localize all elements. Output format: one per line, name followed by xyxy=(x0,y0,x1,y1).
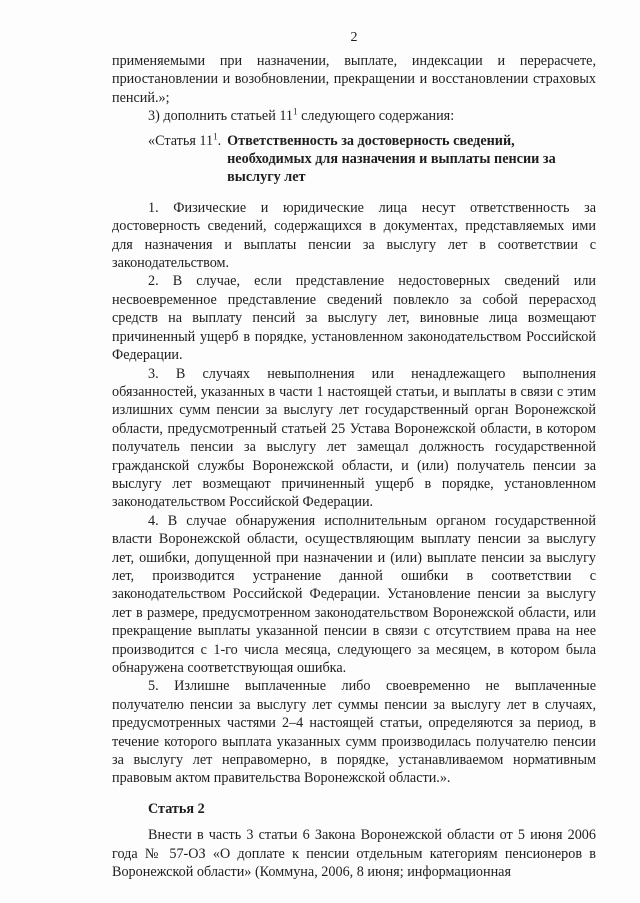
clause-2: 2. В случае, если представление недостоверных сведений или несвоевременное представление сведений повлекло за собой перерасход средств на выплату пенсий за выслугу лет, виновные лица возмещают причиненный ущерб в порядке, установленном законодательством Российской Федерации. xyxy=(112,273,596,364)
clause-1: 1. Физические и юридические лица несут ответственность за достоверность сведений, содержащихся в документах, представляемых ими для назначения и выплаты пенсии за выслугу лет в соответствии с законодательством. xyxy=(112,199,596,272)
article-heading-dot: . xyxy=(217,132,222,149)
item-3-text-before: 3) дополнить статьей 11 xyxy=(148,108,294,125)
page-number: 2 xyxy=(350,30,358,45)
article-heading-superscript: 1 xyxy=(213,130,218,141)
article-11-1-heading xyxy=(148,132,596,187)
article-heading-prefix-text: «Статья 11 xyxy=(148,132,214,149)
item-3-text-after: следующего содержания: xyxy=(297,108,455,125)
item-3-superscript: 1 xyxy=(293,106,298,117)
clause-4: 4. В случае обнаружения исполнительным органом государственной власти Воронежской области, осуществляющим выплату пенсии за выслугу лет, ошибки, допущенной при назначении и (или) выплате пенсии за выслугу лет, производится устранение данной ошибки в соответствии с законодательством Российской Федерации. Установление пенсии за выслугу лет в размере, предусмотренном законодательством Воронежской области, или прекращение выплаты указанной пенсии в связи с отсутствием права на нее производится с 1-го числа месяца, следующего за месяцем, в котором была обнаружена соответствующая ошибка. xyxy=(112,512,596,676)
article-2-text: Внести в часть 3 статьи 6 Закона Воронежской области от 5 июня 2006 года № 57-ОЗ «О доплате к пенсии отдельным категориям пенсионеров в Воронежской области» (Коммуна, 2006, 8 июня; информационная xyxy=(112,827,596,881)
paragraph-continuation: применяемыми при назначении, выплате, индексации и перерасчете, приостановлении и возобновлении, прекращении и восстановлении страховых пенсий.»; xyxy=(112,53,596,106)
item-3 xyxy=(112,107,596,125)
clause-5: 5. Излишне выплаченные либо своевременно не выплаченные получателю пенсии за выслугу лет суммы пенсии за выслугу лет в случаях, предусмотренных частями 2–4 настоящей статьи, определяются за период, в течение которого выплата указанных сумм производилась получателю пенсии за выслугу лет неправомерно, в порядке, устанавливаемом нормативным правовым актом правительства Воронежской области.». xyxy=(112,678,596,787)
article-heading-title: Ответственность за достоверность сведений, необходимых для назначения и выплаты пенсии за выслугу лет xyxy=(227,132,556,186)
article-heading-prefix xyxy=(148,132,227,187)
clause-3: 3. В случаях невыполнения или ненадлежащего выполнения обязанностей, указанных в части 1 настоящей статьи, и выплаты в связи с этим излишних сумм пенсии за выслугу лет государственный орган Воронежской области, предусмотренный статьей 25 Устава Воронежской области, в котором получатель пенсии за выслугу лет замещал должность государственной гражданской службы Воронежской области, и (или) получатель пенсии за выслугу лет возмещают причиненный ущерб в порядке, установленном законодательством Российской Федерации. xyxy=(112,365,596,511)
article-2-title: Статья 2 xyxy=(148,800,205,817)
